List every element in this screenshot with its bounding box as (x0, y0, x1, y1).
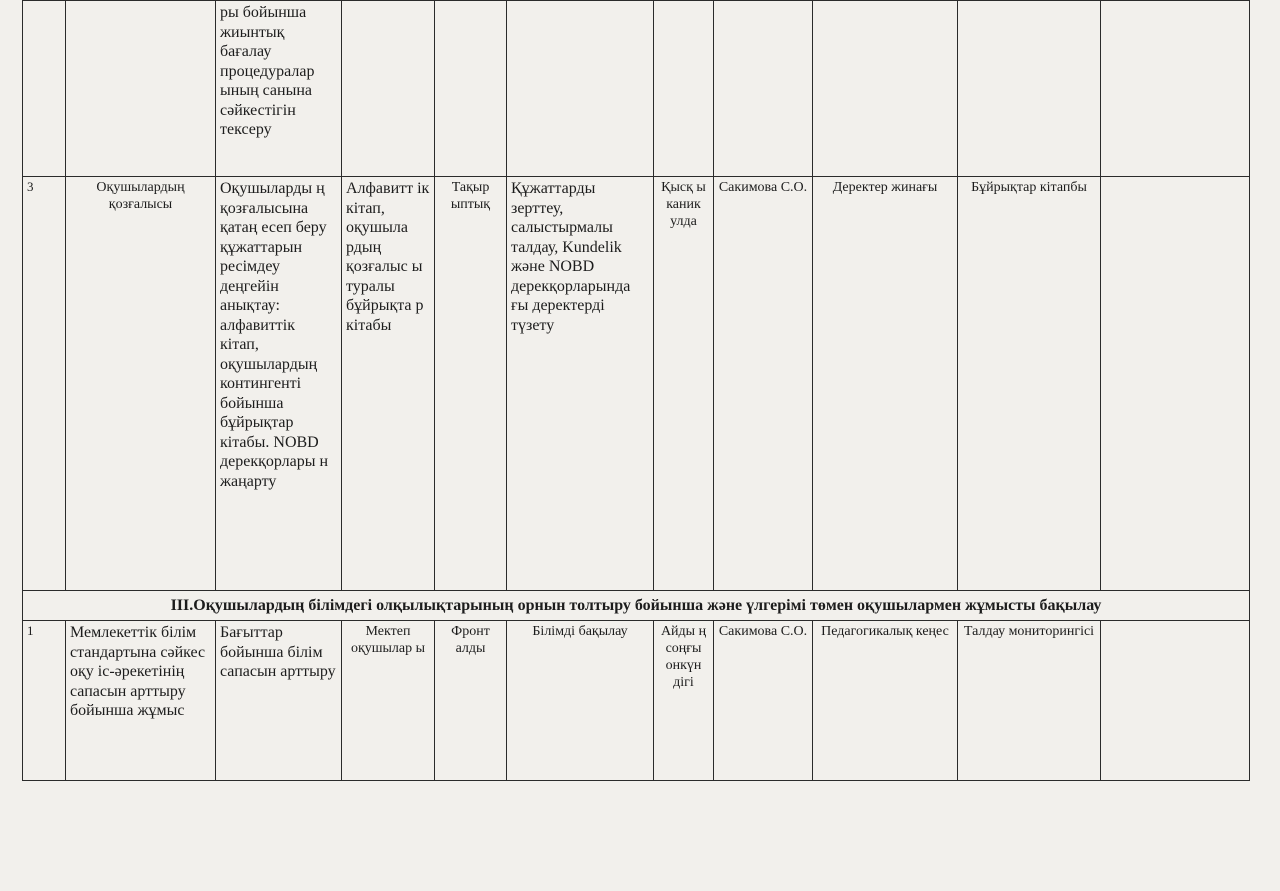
cell-type: Тақыр ыптық (435, 177, 507, 591)
cell-extra (1101, 1, 1250, 177)
cell-extra (1101, 177, 1250, 591)
cell-goal: ры бойынша жиынтық бағалау процедуралар ының санына сәйкестігін тексеру (216, 1, 342, 177)
cell-responsible: Сакимова С.О. (714, 177, 813, 591)
cell-period: Қысқ ы каник улда (654, 177, 714, 591)
cell-object (342, 1, 435, 177)
cell-responsible: Сакимова С.О. (714, 621, 813, 781)
section-header-row (23, 591, 1250, 621)
cell-direction (66, 1, 216, 177)
cell-result: Талдау мониторингісі (958, 621, 1101, 781)
section-title: ІІІ.Оқушылардың білімдегі олқылықтарының орнын толтыру бойынша және үлгерімі төмен оқушылармен жұмысты бақылау (23, 591, 1250, 621)
cell-result (958, 1, 1101, 177)
cell-method: Білімді бақылау (507, 621, 654, 781)
cell-period: Айды ң соңғы онкүн дігі (654, 621, 714, 781)
cell-number: 1 (23, 621, 66, 781)
cell-goal: Оқушыларды ң қозғалысына қатаң есеп беру құжаттарын ресімдеу деңгейін анықтау: алфавиттік кітап, оқушылардың контингенті бойынша бұйрықтар кітабы. NOBD дерекқорлары н жаңарту (216, 177, 342, 591)
cell-number: 3 (23, 177, 66, 591)
cell-extra (1101, 621, 1250, 781)
cell-direction: Оқушылардың қозғалысы (66, 177, 216, 591)
control-plan-table (22, 0, 1250, 781)
cell-method (507, 1, 654, 177)
cell-object: Мектеп оқушылар ы (342, 621, 435, 781)
cell-review-place (813, 1, 958, 177)
table-row-s3-1 (23, 621, 1250, 781)
table-row-3 (23, 177, 1250, 591)
cell-period (654, 1, 714, 177)
cell-type: Фронт алды (435, 621, 507, 781)
table-row-continued (23, 1, 1250, 177)
cell-type (435, 1, 507, 177)
cell-object: Алфавитт ік кітап, оқушыла рдың қозғалыс ы туралы бұйрықта р кітабы (342, 177, 435, 591)
cell-review-place: Деректер жинағы (813, 177, 958, 591)
cell-review-place: Педагогикалық кеңес (813, 621, 958, 781)
cell-responsible (714, 1, 813, 177)
cell-direction: Мемлекеттік білім стандартына сәйкес оқу іс-әрекетінің сапасын арттыру бойынша жұмыс (66, 621, 216, 781)
cell-goal: Бағыттар бойынша білім сапасын арттыру (216, 621, 342, 781)
cell-result: Бұйрықтар кітапбы (958, 177, 1101, 591)
cell-method: Құжаттарды зерттеу, салыстырмалы талдау, Kundelik және NOBD дерекқорларында ғы деректерді түзету (507, 177, 654, 591)
cell-number (23, 1, 66, 177)
